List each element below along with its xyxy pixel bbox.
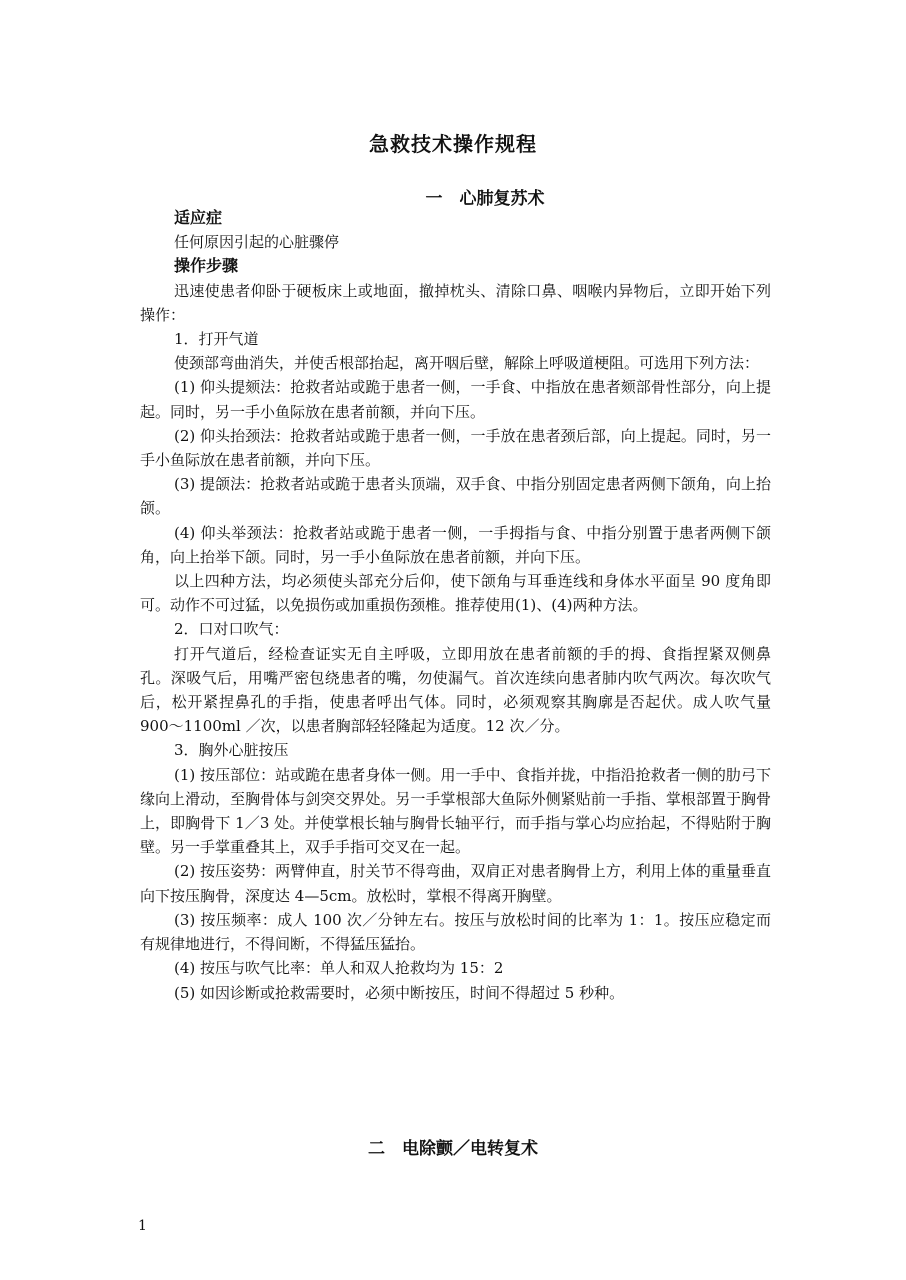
step1-method-2: (2) 仰头抬颈法：抢救者站或跪于患者一侧，一手放在患者颈后部，向上提起。同时，另一手小鱼际放在患者前额，并向下压。	[140, 426, 771, 470]
step1-method-3: (3) 提颌法：抢救者站或跪于患者头顶端，双手食、中指分别固定患者两侧下颌角，向上抬颌。	[140, 475, 771, 518]
step1-method-4: (4) 仰头举颈法：抢救者站或跪于患者一侧，一手拇指与食、中指分别置于患者两侧下颌角，向上抬举下颌。同时，另一手小鱼际放在患者前额，并向下压。	[140, 523, 771, 566]
step3-paragraph-1: (1) 按压部位：站或跪在患者身体一侧。用一手中、食指并拢，中指沿抢救者一侧的肋弓下缘向上滑动，至胸骨体与剑突交界处。另一手掌根部大鱼际外侧紧贴前一手指、掌根部置于胸骨上，即胸骨下 1／3 处。并使掌根长轴与胸骨长轴平行，而手指与掌心均应抬起，不得贴附于胸壁。另一手掌重叠其上，双手手指可交叉在一起。	[140, 765, 771, 857]
steps-intro: 迅速使患者仰卧于硬板床上或地面，撤掉枕头、清除口鼻、咽喉内异物后，立即开始下列操作：	[140, 281, 771, 324]
heading-steps: 操作步骤	[174, 256, 239, 276]
step3-paragraph-4: (4) 按压与吹气比率：单人和双人抢救均为 15：2	[174, 959, 504, 978]
step3-paragraph-5: (5) 如因诊断或抢救需要时，必须中断按压，时间不得超过 5 秒种。	[174, 983, 625, 1002]
section-heading-cpr: 一 心肺复苏术	[425, 189, 545, 209]
step1-note: 以上四种方法，均必须使头部充分后仰，使下颌角与耳垂连线和身体水平面呈 90 度角即可。动作不可过猛，以免损伤或加重损伤颈椎。推荐使用(1)、(4)两种方法。	[140, 572, 771, 615]
heading-indication: 适应症	[174, 208, 223, 227]
step1-text: 使颈部弯曲消失，并使舌根部抬起，离开咽后壁，解除上呼吸道梗阻。可选用下列方法：	[174, 354, 760, 373]
step1-method-1: (1) 仰头提颏法：抢救者站或跪于患者一侧，一手食、中指放在患者颏部骨性部分，向上提起。同时，另一手小鱼际放在患者前额，并向下压。	[140, 378, 771, 421]
step1-title: 1．打开气道	[174, 330, 259, 349]
step3-title: 3．胸外心脏按压	[174, 741, 289, 760]
page-number: 1	[138, 1218, 147, 1234]
indication-text: 任何原因引起的心脏骤停	[174, 233, 340, 252]
step2-text: 打开气道后，经检查证实无自主呼吸，立即用放在患者前额的手的拇、食指捏紧双侧鼻孔。深吸气后，用嘴严密包绕患者的嘴，勿使漏气。首次连续向患者肺内吹气两次。每次吹气后，松开紧捏鼻孔的手指，使患者呼出气体。同时，必须观察其胸廓是否起伏。成人吹气量 900～1100ml ／次，以患者胸部轻轻隆起为适度。12 次／分。	[140, 644, 771, 736]
step3-paragraph-2: (2) 按压姿势：两臂伸直，肘关节不得弯曲，双肩正对患者胸骨上方，利用上体的重量垂直向下按压胸骨，深度达 4—5cm。放松时，掌根不得离开胸壁。	[140, 862, 771, 905]
document-title: 急救技术操作规程	[369, 132, 537, 156]
step3-paragraph-3: (3) 按压频率：成人 100 次／分钟左右。按压与放松时间的比率为 1：1。按压应稳定而有规律地进行，不得间断，不得猛压猛抬。	[140, 910, 771, 954]
document-body	[140, 206, 771, 1005]
step2-title: 2．口对口吹气：	[174, 620, 289, 639]
section-heading-defibrillation: 二 电除颤／电转复术	[368, 1139, 538, 1159]
